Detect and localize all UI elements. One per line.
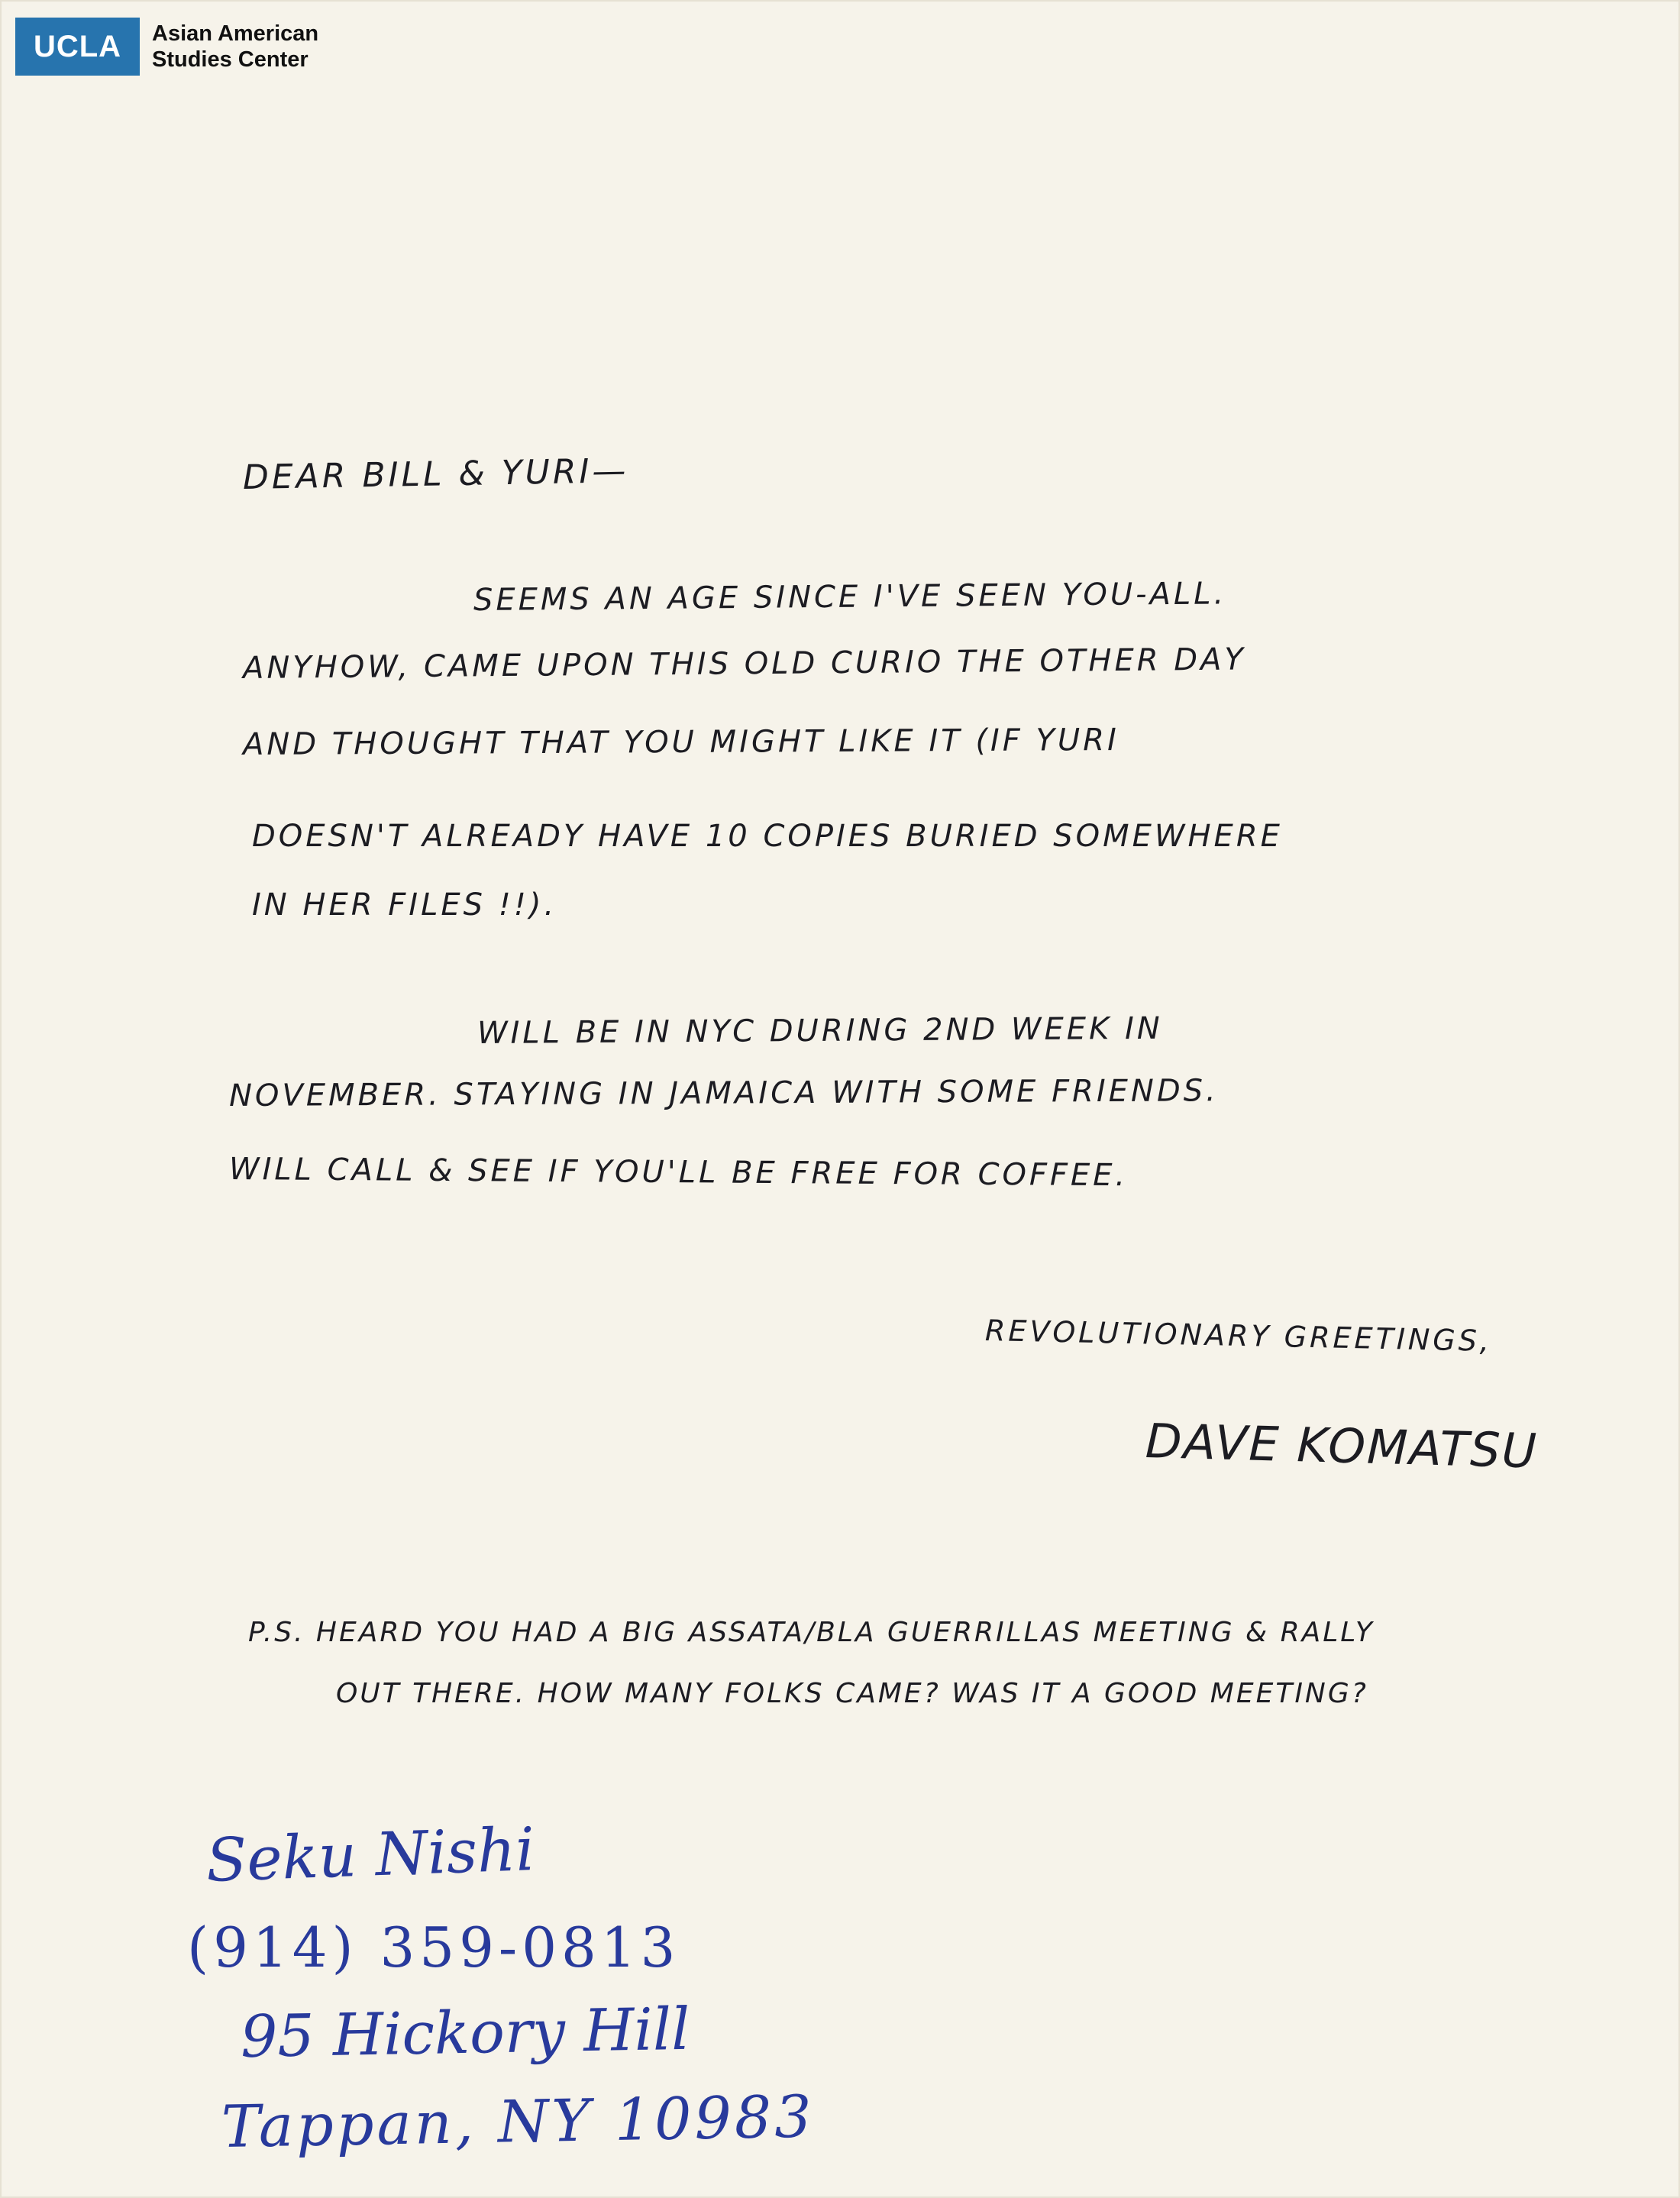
- center-name: [152, 21, 318, 73]
- paragraph-2-line-1: WILL BE IN NYC DURING 2ND WEEK IN: [477, 1010, 1163, 1051]
- paragraph-1-line-3: AND THOUGHT THAT YOU MIGHT LIKE IT (IF YURI: [242, 722, 1119, 762]
- note-street: 95 Hickory Hill: [240, 1994, 691, 2070]
- center-name-line1: Asian American: [152, 21, 319, 46]
- paragraph-2-line-2: NOVEMBER. STAYING IN JAMAICA WITH SOME FRIENDS.: [228, 1073, 1219, 1114]
- paragraph-1-line-2: ANYHOW, CAME UPON THIS OLD CURIO THE OTHER DAY: [242, 642, 1247, 686]
- paragraph-1-line-4: DOESN'T ALREADY HAVE 10 COPIES BURIED SOMEWHERE: [252, 819, 1283, 854]
- ucla-aasc-logo: [15, 18, 318, 76]
- note-phone: (914) 359-0813: [187, 1915, 680, 1980]
- signature: DAVE KOMATSU: [1145, 1413, 1539, 1479]
- note-name: Seku Nishi: [205, 1815, 536, 1896]
- paragraph-1-line-1: SEEMS AN AGE SINCE I'VE SEEN YOU-ALL.: [473, 576, 1227, 618]
- salutation: DEAR BILL & YURI—: [242, 451, 629, 497]
- center-name-line2: Studies Center: [152, 47, 309, 72]
- ps-line-1: P.S. HEARD YOU HAD A BIG ASSATA/BLA GUERRILLAS MEETING & RALLY: [248, 1617, 1375, 1648]
- ps-line-2: OUT THERE. HOW MANY FOLKS CAME? WAS IT A GOOD MEETING?: [336, 1678, 1368, 1709]
- paragraph-1-line-5: IN HER FILES !!).: [252, 887, 557, 923]
- closing: REVOLUTIONARY GREETINGS,: [984, 1314, 1493, 1358]
- note-city: Tappan, NY 10983: [221, 2082, 816, 2161]
- paragraph-2-line-3: WILL CALL & SEE IF YOU'LL BE FREE FOR COFFEE.: [228, 1152, 1129, 1194]
- ucla-logo-box: UCLA: [15, 18, 140, 76]
